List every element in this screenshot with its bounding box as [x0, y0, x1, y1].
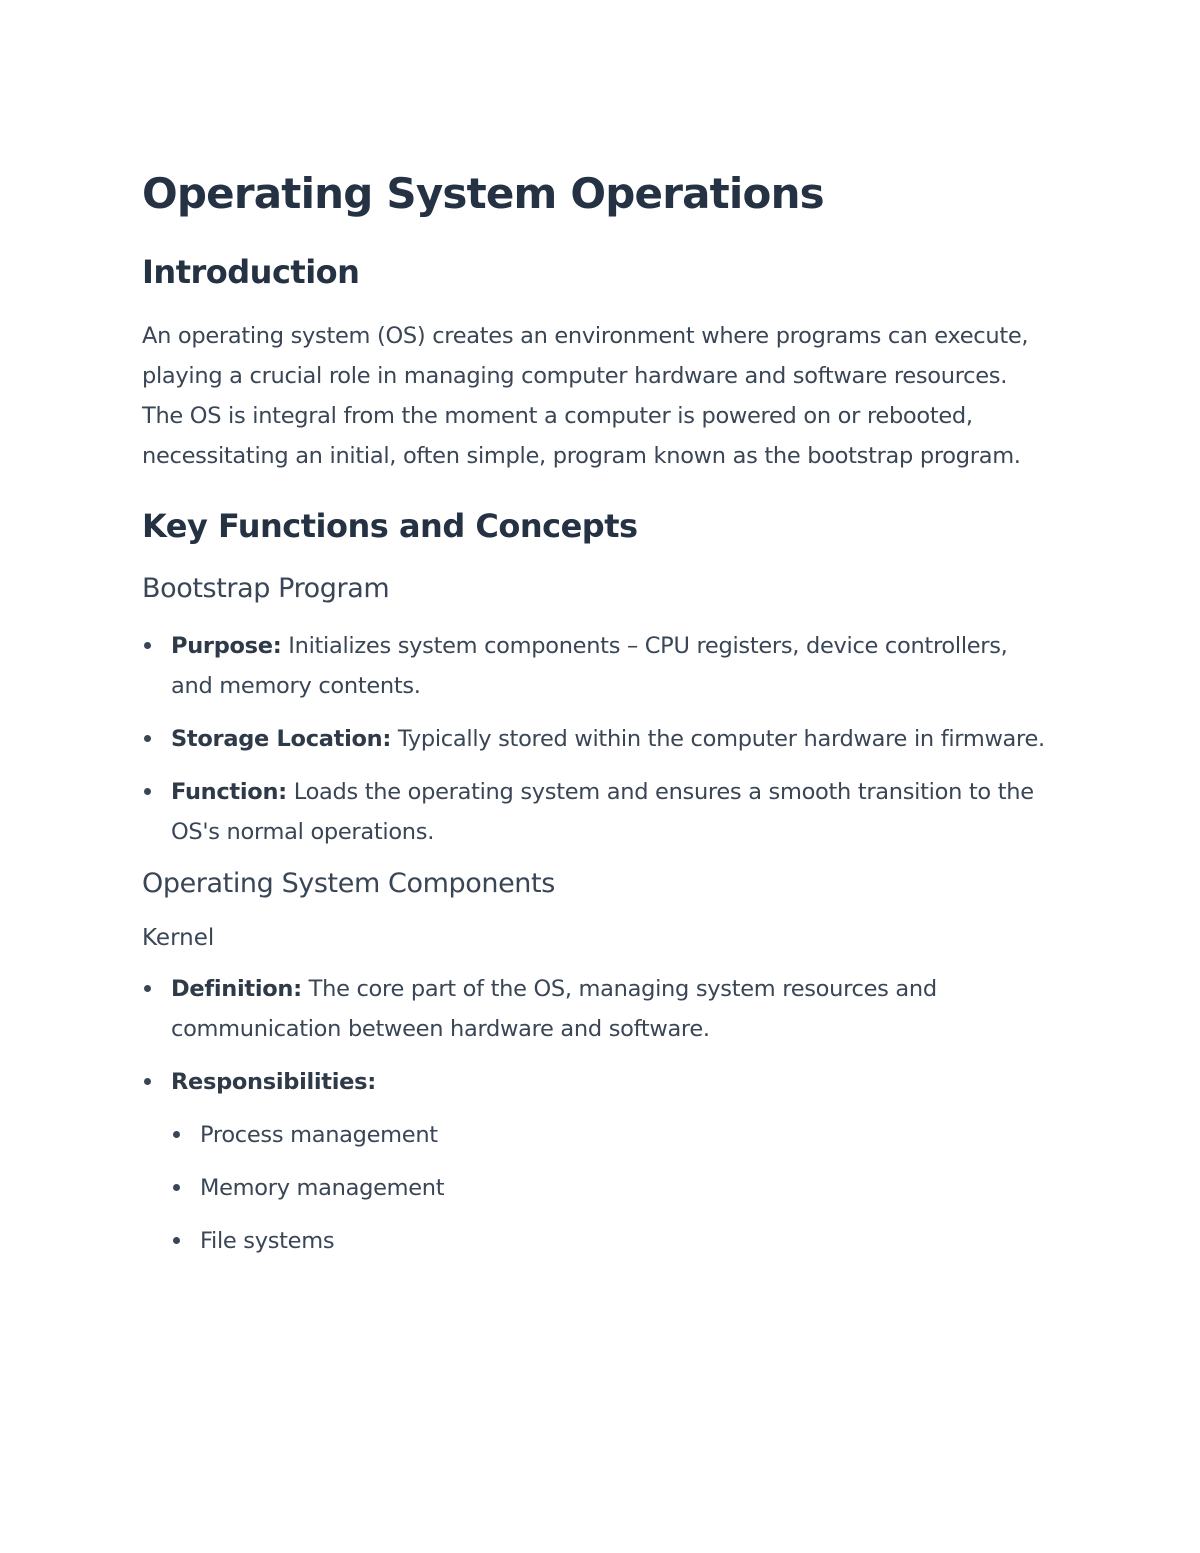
- kernel-list: [142, 969, 1052, 1261]
- bootstrap-list: [142, 626, 1052, 852]
- introduction-paragraph: An operating system (OS) creates an environment where programs can execute, playing a crucial role in managing computer hardware and software resources. The OS is integral from the moment a computer is powered on or rebooted, necessitating an initial, often simple, program known as the bootstrap program.: [142, 323, 1029, 469]
- item-label: Definition:: [171, 976, 302, 1002]
- key-functions-heading: Key Functions and Concepts: [142, 507, 638, 545]
- sub-list-item: Process management: [171, 1115, 1052, 1155]
- document-page: [142, 166, 1052, 1274]
- list-item: [142, 969, 1052, 1049]
- list-item: [142, 626, 1052, 706]
- components-heading: Operating System Components: [142, 868, 555, 899]
- kernel-heading: Kernel: [142, 925, 215, 951]
- list-item: [142, 1062, 1052, 1261]
- item-text: Initializes system components – CPU registers, device controllers, and memory contents.: [171, 633, 1008, 699]
- sub-list-item: File systems: [171, 1221, 1052, 1261]
- introduction-heading: Introduction: [142, 253, 360, 291]
- document-title: Operating System Operations: [142, 169, 824, 218]
- item-text: Loads the operating system and ensures a smooth transition to the OS's normal operations.: [171, 779, 1034, 845]
- item-label: Function:: [171, 779, 287, 805]
- sub-list-item: Memory management: [171, 1168, 1052, 1208]
- item-text: The core part of the OS, managing system resources and communication between hardware and software.: [171, 976, 937, 1042]
- list-item: [142, 719, 1052, 759]
- item-label: Storage Location:: [171, 726, 392, 752]
- bootstrap-heading: Bootstrap Program: [142, 573, 390, 604]
- item-label: Responsibilities:: [171, 1069, 376, 1095]
- responsibilities-list: [171, 1115, 1052, 1261]
- item-label: Purpose:: [171, 633, 282, 659]
- list-item: [142, 772, 1052, 852]
- item-text: Typically stored within the computer hardware in firmware.: [391, 726, 1045, 752]
